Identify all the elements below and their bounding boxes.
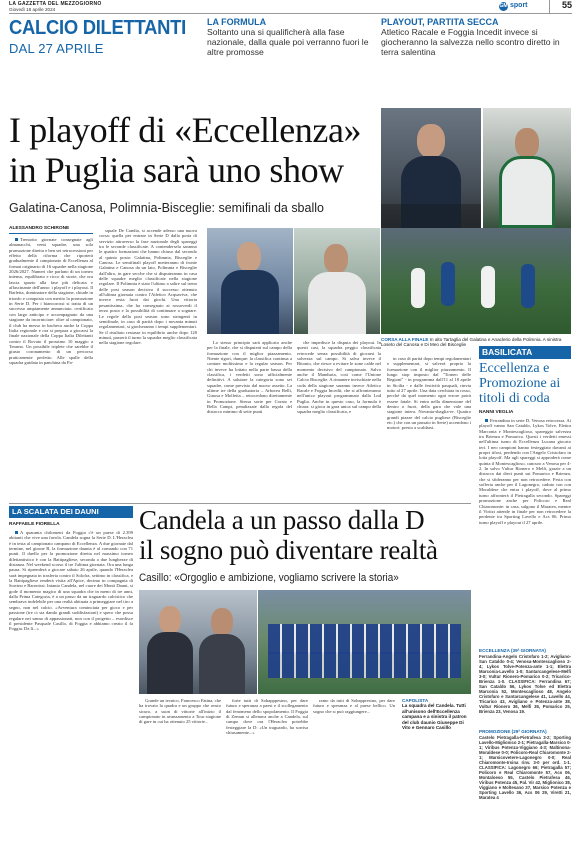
main-col-3: Lo stesso principio sarà applicato anche per la finale, che si disputerà sul campo della formazione con il miglior piazzamento. Niente rigori, dunque: la classifica continua a contare moltissimo e la regular season. Per chi invece ha lottato nella parte bassa della classifica, i verdetti sono ufficialmente definitivi. A salutare la categoria sono sei squadre, come previsto dal nuovo assetto. La ultime tre della graduatoria – Arborea Belli, Ginosa e Molfetta – retrocedono direttamente in Promozione. Stessa sorte per Corato e Bella Campi, penalizzate dalla regola del distacco minimo di sette punti <box>207 340 292 415</box>
teaser-text: Soltanto una si qualificherà alla fase nazionale, dalla quale poi verranno fuori le altre promosse <box>207 27 369 57</box>
photo-tartaglia <box>381 108 481 228</box>
candela-headline-line-2: il sogno può diventare realtà <box>139 535 438 565</box>
byline-rule <box>9 233 93 234</box>
teaser-text: Atletico Racale e Foggia Incedit invece si giocheranno la salvezza nello scontro diretto in terra salentina <box>381 27 560 57</box>
candela-caption-text: La squadra del Candela. Tutti all'unisono dell'Eccellenza campana e a sinistra il patron del club daunio Giuseppe Di Vito e Gennaro Casillo <box>402 703 467 731</box>
caption-label: CORSA ALLA FINALE <box>381 337 429 342</box>
results-heading-eccellenza: ECCELLENZA (39ª GIORNATA) <box>479 648 546 653</box>
candela-caption <box>402 698 471 730</box>
paper-name: LA GAZZETTA DEL MEZZOGIORNO <box>9 1 102 7</box>
teaser-formula <box>207 17 372 57</box>
main-col-2: squale De Candia, si accende adesso una nuova corsa: quella per entrare in Serie D dalla porta di servizio attraverso la fase nazionale degli spareggi tra le seconde classificate. A contendersela saranno le quattro formazioni che hanno chiuso dal secondo al quinto posto: Galatina, Polimnia, Bisceglie e Canosa. Le semifinali playoff metteranno di fronte Galatina e Canosa da un lato, Polimnia e Bisceglie dall'altro, in gare secche che si disputeranno in casa delle squadre meglio classificate nella stagione regolare. Il Polimnia è stato l'ultimo a salire sul treno delle post season decisivo il successo ottenuto all'ultima giornata contro l'Atletico Acquaviva, che invece resta fuori dai giochi. Una vittoria pesantissima, che ha consegnato ai rossoverdi il terzo posto e la possibilità di continuare a sognare. Le regole della post season sono stringenti in semifinale, in caso di parità dopo i novanta minuti regolamentari, si giocheranno i tempi supplementari. Se il risultato restasse in equilibrio anche dopo 120 minuti, passerà il turno la squadra meglio classificata nella stagione regolare. <box>99 228 197 346</box>
main-deck: Galatina-Canosa, Polimnia-Bisceglie: semifinali da sballo <box>9 200 324 215</box>
page-number: 55 <box>549 0 572 13</box>
section-label: sport <box>510 2 528 9</box>
section-subtitle: DAL 27 APRILE <box>9 41 104 56</box>
teaser-playout <box>381 17 571 57</box>
main-col-5: in caso di parità dopo tempi regolamentari e supplementari, si salverà proprio la formazione con il miglior piazzamento. Il lungo stop imposto dal "Torneo delle Regioni" - in programma dall'11 al 18 aprile in Sicilia - e dalle festività pasquali, rinvia tutto al 27 aprile. Una data cerchiata in rosso, perché da quel momento ogni errore potrà essere fatale. Si entra nella dimensione del dentro o fuori, della gara che vale una stagione intera. Novanta-sbaglia-re. Quattro grandi piazze del calcio pugliese (Bisceglie etc.) che con un passato in Serie) accendono i motori: presto a scaldarsi. <box>387 356 471 431</box>
photo-loseto <box>207 228 293 334</box>
photo-casillo-divito <box>139 590 257 694</box>
photo-team-candela <box>258 590 471 694</box>
candela-deck: Casillo: «Orgoglio e ambizione, vogliamo scrivere la storia» <box>139 572 399 584</box>
main-col-4: che impedisce la disputa dei playout. In questi casi, la squadra peggio classificata retrocede senza possibilità di giocarsi la salvezza sul campo. Si salva invece il Bitonto, che riesce a evitare le zone calde nel momento decisivo del campionato. Salvo anche il Manduria, così come l'Unione Calcio Bisceglie. A rimanere invischiate nella coda della stagione saranno invece Atletico Racale e Foggia Incedit, che si affronteranno nell'unico playout programmato dalla Lnd Puglia. Anche in questo caso, la formula è chiara: si gioca in gara unica sul campo della squadra meglio classificata, e <box>297 340 381 415</box>
basilicata-headline: Eccellenza e Promozione ai titoli di coda <box>479 361 561 406</box>
candela-kicker: LA SCALATA DEI DAUNI <box>9 506 133 518</box>
results-heading-promozione: PROMOZIONE (29ª GIORNATA) <box>479 729 547 734</box>
section-title: CALCIO DILETTANTI <box>9 17 186 39</box>
photo-match-action <box>381 228 571 334</box>
basilicata-kicker: BASILICATA <box>479 346 571 359</box>
masthead <box>9 0 572 14</box>
candela-col-1: A quaranta chilometri da Foggia c'è un paese di 2.399 abitanti che vive una favola. Candela sogna la Serie D. L'Heraclea è in testa al campionato campano di Eccellenza. A due giornate dal termine, nel girone B, la formazione daunia è al comando con 71 punti. Il duello per la promozione diretta nel massimo torneo dilettantistico è con la Battipagliese, seconda a due lunghezze di distanza. Nel weekend scorso il tre l'ultima giornata. Ora una lunga pausa. Si riprenderà a giocare sabato 26 aprile, quando l'Heraclea sarà impegnata in trasferta contro il Solofra, settimo in classifica, e la Battipagliese renderà visita all'Apice, decimo in compagnia di Sorrino e Baronissi. Intanto Candela, nel cuore dei Monti Dauni, si gode il momento magico di una squadra che in meno di tre anni, dalla Prima Categoria, è a un passo da un traguardo calcistico che sembrava indelebile per una realtà abituata a primeggiare nel tiro a segno, non nel calcio. «Avventura cominciata per gioco e per passione (tre ci sta dando grandi soddisfazioni) e spero che possa regalare nei sanno di appassionati, non con il progetto – esordisce il presidente Pasquale Casillo, di Foggia e abbiamo creato il fa Foggia. Da lì...» <box>9 530 133 632</box>
basilicata-byline: NANNI VEGLIA <box>479 410 514 415</box>
candela-col-3: forte tutti di Sobapppesino, per dare futuro e speranza a paesi e il scollegamento dal fenomeno dello spopolamento. Il Foggia di Zeman si allenava anche a Candela, sul campo dove ora l'Heraclea potrebbe festeggiare la D: «Un traguardo, ha sorrisa chiusamente...» <box>226 698 308 736</box>
photo-di-meo <box>294 228 380 334</box>
square-bullet-icon <box>15 238 18 241</box>
candela-headline <box>139 505 471 565</box>
main-byline: ALESSANDRO SCHIRONE <box>9 226 70 231</box>
teaser-kicker: PLAYOUT, PARTITA SECCA <box>381 17 499 27</box>
results-promozione: Castelo Pietragalla-Pietrafesa 3-2; Sporting Lavello-Miglionico 2-1; Pietragalla-Marsico 0-1; Viribus Potenza-Viggiano 4-3; Maltinona-Moraldese 0-0; Policoro-Real Chiaromonte 2-1; Marsicovetere-Lagonegro 0-0; Real Chiaromonte-Irsina rinv. 3-0 per ord. 1-1. CLASSIFICA: Lagonegro 66; Pietragalla 57; Policoro e Real Chiaromonte 57, Acs 06, Montaloeso 55, Castelo Pietrafesa 46, Viribus Potenza 45, Pal. Vir 42, Miglionico 38, Viggiano e Moltesano 37, Marsico Potenza e Sporting Lavello 36, Acs 06 29, Viretti 21, Maratea 4 <box>479 735 571 800</box>
main-headline <box>9 110 379 190</box>
main-col-1: Trentotto giornate consegnate agli almanacchi, venti squadre, una sola promozione diretta e ben sei retrocessioni per effetto della riforma che riporterà gradualmente il campionato di Eccellenza al format originario di 16 squadre nella stagione 2026/2027. Numeri che parlano di un torneo intenso, equilibrato e ricco di storie, che ora lascia spazio alla fase più delicata e affascinante dell'anno: i playoff e i playout. Il Barletta, dominatore della stagione, chiude in trionfo e conquista con merito la promozione in Serie D. Per i biancorossi si tratta di un successo ampiamente annunciato, certificato con largo anticipo e accompagnato da una stagione da incorniciare: oltre al campionato, il club ha messo in bacheca anche la Coppa Italia regionale e ora si prepara a giocarsi la finale nazionale della Coppa Italia Dilettanti contro il Rovato il prossimo 10 maggio a Teramo. Un possibile triplete che sarebbe il giusto coronamento di un percorso praticamente perfetto. Alle spalle della squadra guidata in panchina da Pa- <box>9 237 93 365</box>
section-divider <box>9 503 471 504</box>
basilicata-text: Ferrandina in serie D, Venosa retrocessa. Ai playoff vanno San Cataldo, Lykos Tolve, Elettra Marconia e Montescaglioso, spareggio salvezza tra Brienza e Pomarico. Questi i verdetti emessi nell'ultima turno di Eccellenza Lucana giocato ieri. I neo campioni hanno festeggiato davanti ai propri tifosi, perdendo con l'Angelo Cristofaro in lotta playoff. Ma agli spareggi si approderà come quinta il Montescaglioso, cancuro a Venosa per 4-2. In salvo Vultur Rionero e Melfi, grazie a un distacco dai dieci punti sui Pomarico e Brienza, che si sfideranno per non retrocedere. Festa con sofferta anche per il Lagonegro, caduto con con Moraldese che entra i playoff, dove al primo turno affronterà il Pietragalla secondo. Spareggi promozione anche per Policoro e Real Chiaromonte: in casa, salgono il Maratea, mentre il Viritzi attende in finale per non retrocedere la perdente tra Sporting Lavello e Acs 06. Primo turno playoff e playout il 27 aprile. <box>479 418 571 525</box>
headline-line-2: in Puglia sarà uno show <box>9 150 344 190</box>
sport-logo-icon: GM <box>499 3 508 9</box>
caption-text: In alto Tartaglia del Galatina e Anaclerio della Polimnia. A sinistra Loseto del Canosa e Di Meo del Bisceglie <box>381 337 562 348</box>
candela-col-4: ramo da tutti di Sobappresino, per dare futuro e speranza e al paese bellico. Un sogno che si può raggiungere... <box>313 698 395 714</box>
candela-col-2: Grande un tecnico, Francesco Fatina, che ha trovato la quadra e un gruppo che avuto sicuro, a suon di vittorie all'inizio il campionato in avanzamento a Tour stagione di gare in cui ha ottenuto 25 vittorie... <box>139 698 221 725</box>
candela-headline-line-1: Candela a un passo dalla D <box>139 505 425 535</box>
square-bullet-icon <box>485 419 488 422</box>
headline-line-1: I playoff di «Eccellenza» <box>9 110 362 150</box>
results-eccellenza: Ferrandina-Angelo Cristofaro 1-2; Avigliano-San Cataldo 0-4; Venosa-Montescaglioso 2-4; Lykos Tolve-Potenza-ante 1-1; Elettra Marconia-Lavello 1-0; Santarcangelese-Melfi 3-0; Vultur Rionero-Pomarico 0-2; Tricarico-Brienza 1-0. CLASSIFICA: Ferrandina 67; San Cataldo 56, Lykos Tolve ed Elettra Marconia 52, Montescaglioso 48, Angelo Cristofaro e Santarcangelese 41, Lavello 44, Tricarico 43, Avigliano e Potenza-ante 38, Vultur Rionero 36, Melfi 35, Pomarico 25, Brienza 23, Venosa 19. <box>479 654 571 714</box>
sport-logo <box>499 1 539 12</box>
issue-date: Giovedì 18 aprile 2024 <box>9 7 56 12</box>
candela-byline: RAFFAELE FIORELLA <box>9 522 60 527</box>
teaser-kicker: LA FORMULA <box>207 17 267 27</box>
candela-caption-label: CAPOLISTA <box>402 698 429 703</box>
square-bullet-icon <box>15 531 18 534</box>
photo-anaclerio <box>483 108 571 228</box>
